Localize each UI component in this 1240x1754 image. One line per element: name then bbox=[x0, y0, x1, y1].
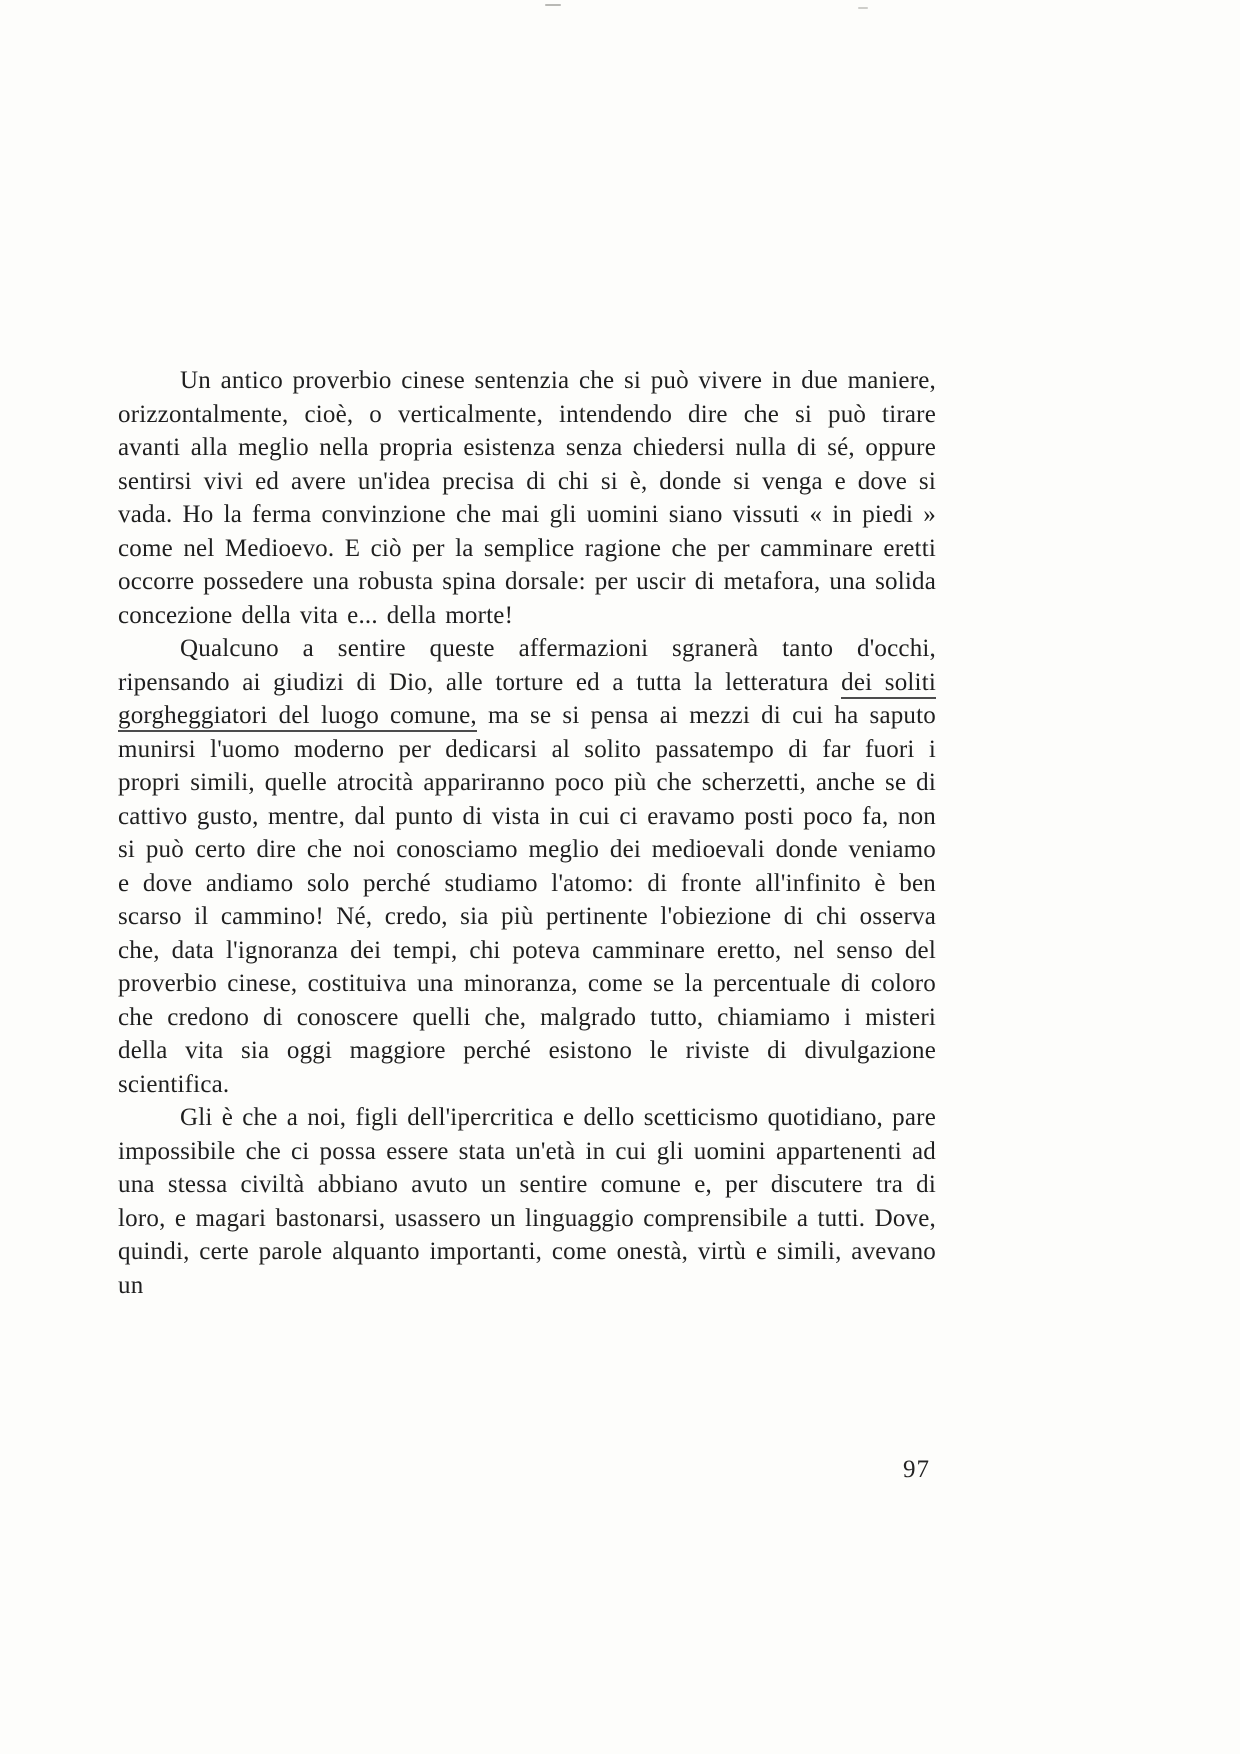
paragraph-2-text-before: Qualcuno a sentire queste affermazioni sgranerà tanto d'occhi, ripensando ai giudizi di Dio, alle torture ed a tutta la letteratura bbox=[118, 635, 936, 696]
paragraph-1: Un antico proverbio cinese sentenzia che si può vivere in due maniere, orizzontalmente, cioè, o verticalmente, intendendo dire che si può tirare avanti alla meglio nella propria esistenza senza chiedersi nulla di sé, oppure sentirsi vivi ed avere un'idea precisa di chi si è, donde si venga e dove si vada. Ho la ferma convinzione che mai gli uomini siano vissuti « in piedi » come nel Medioevo. E ciò per la semplice ragione che per camminare eretti occorre possedere una robusta spina dorsale: per uscir di metafora, una solida concezione della vita e... della morte! bbox=[118, 367, 936, 629]
scan-artifact bbox=[858, 7, 868, 9]
paragraph-2-text-after: ma se si pensa ai mezzi di cui ha saputo munirsi l'uomo moderno per dedicarsi al solito passatempo di far fuori i propri simili, quelle atrocità appariranno poco più che scherzetti, anche se di cattivo gusto, mentre, dal punto di vista in cui ci eravamo posti poco fa, non si può certo dire che noi conosciamo meglio dei medioevali donde veniamo e dove andiamo solo perché studiamo l'atomo: di fronte all'infinito è ben scarso il cammino! Né, credo, sia più pertinente l'obiezione di chi osserva che, data l'ignoranza dei tempi, chi poteva camminare eretto, nel senso del proverbio cinese, costituiva una minoranza, come se la percentuale di coloro che credono di conoscere quelli che, malgrado tutto, chiamiamo i misteri della vita sia oggi maggiore perché esistono le riviste di divulgazione scientifica. bbox=[118, 702, 936, 1098]
page-number: 97 bbox=[903, 1456, 930, 1483]
body-text bbox=[118, 364, 936, 1302]
paragraph-2 bbox=[118, 632, 936, 1101]
underlined-phrase: dei soliti gorgheggiatori del luogo comune, bbox=[118, 669, 936, 733]
scan-artifact bbox=[545, 4, 561, 6]
paragraph-3: Gli è che a noi, figli dell'ipercritica e dello scetticismo quotidiano, pare impossibile che ci possa essere stata un'età in cui gli uomini appartenenti ad una stessa civiltà abbiano avuto un sentire comune e, per discutere tra di loro, e magari bastonarsi, usassero un linguaggio comprensibile a tutti. Dove, quindi, certe parole alquanto importanti, come onestà, virtù e simili, avevano un bbox=[118, 1104, 936, 1299]
